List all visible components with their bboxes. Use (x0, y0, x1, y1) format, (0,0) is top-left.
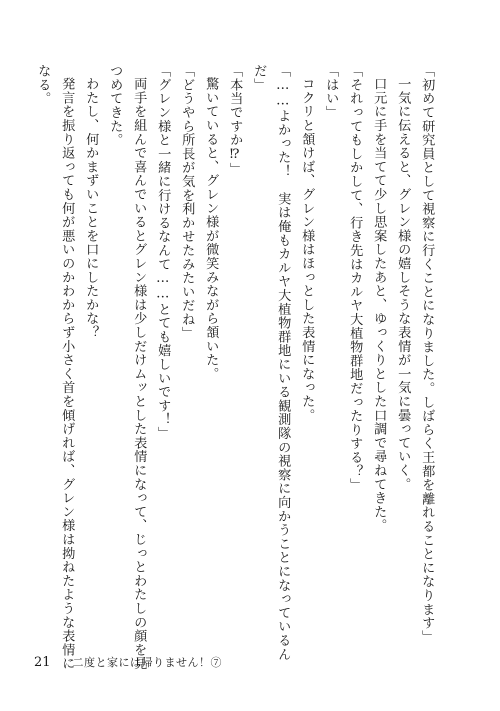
text-line: 「グレン様と一緒に行けるなんて……とても嬉しいです！」 (155, 64, 171, 441)
text-line: だ」 (251, 64, 267, 92)
text-line: なる。 (35, 64, 51, 106)
text-line: 「……よかった！ 実は俺もカルヤ大植物群地にいる観測隊の視察に向かうことになっているん (275, 64, 291, 661)
text-line: 驚いていると、グレン様が微笑みながら頷いた。 (203, 77, 219, 381)
text-line: 「それってもしかして、行き先はカルヤ大植物群地だったりする？」 (347, 64, 363, 492)
page-footer (34, 654, 222, 670)
text-line: 両手を組んで喜んでいるとグレン様は少しだけムッとした表情になって、じっとわたしの顔を見 (131, 77, 147, 671)
text-line: わたし、何かまずいことを口にしたかな？ (83, 77, 99, 340)
book-title: 二度と家には帰りません！⑦ (72, 656, 223, 669)
text-line: 「本当ですか⁉」 (227, 64, 243, 177)
text-line: 「初めて研究員として視察に行くことになりました。しばらく王都を離れることになります」 (419, 64, 435, 644)
text-line: つめてきた。 (107, 64, 123, 147)
text-line: 発言を振り返っても何が悪いのかわからず小さく首を傾げれば、グレン様は拗ねたような表情に (59, 77, 75, 671)
page-number: 21 (34, 655, 51, 670)
text-line: 口元に手を当てて少し思案したあと、ゆっくりとした口調で尋ねてきた。 (371, 77, 387, 533)
text-line: 一気に伝えると、グレン様の嬉しそうな表情が一気に曇っていく。 (395, 77, 411, 491)
text-line: コクリと頷けば、グレン様はほっとした表情になった。 (299, 77, 315, 422)
text-line: 「どうやら所長が気を利かせたみたいだね」 (179, 64, 195, 340)
text-line: 「はい」 (323, 64, 339, 120)
